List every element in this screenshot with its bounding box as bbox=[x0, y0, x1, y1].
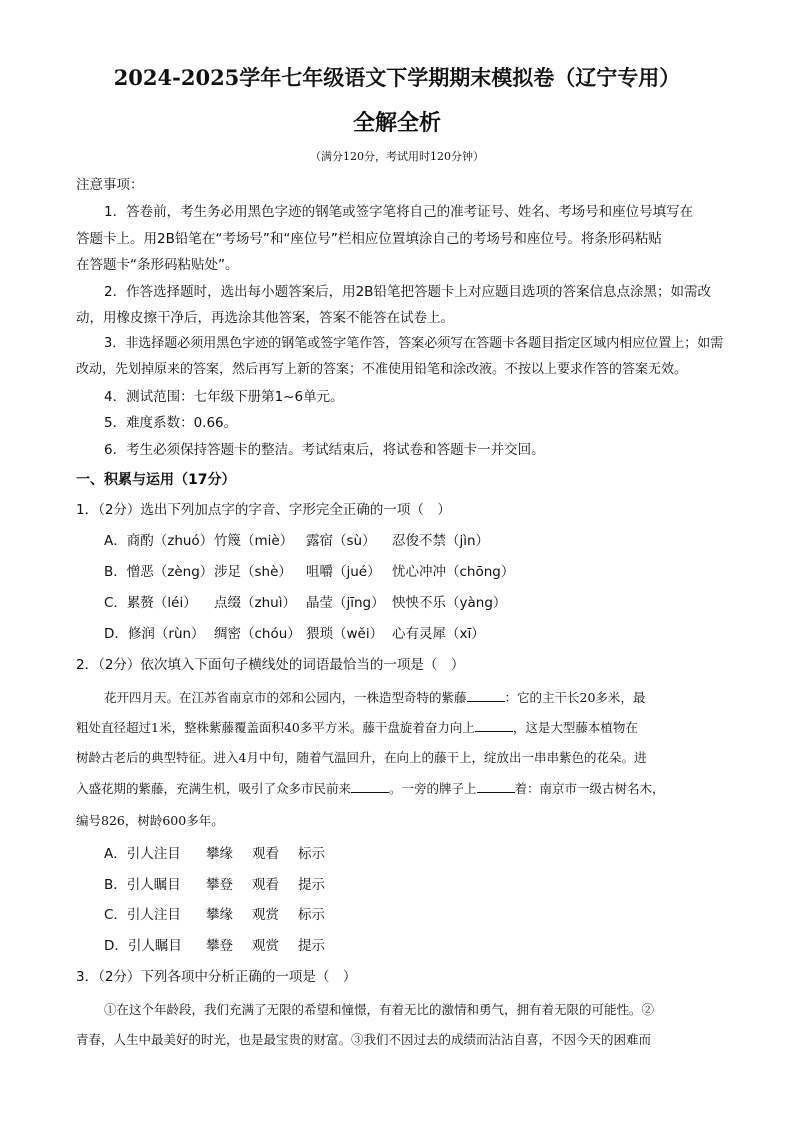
q2-passage-line-3: 树龄古老后的典型特征。进入4月中旬，随着气温回升，在向上的藤干上，绽放出一串串紫色的花朵。进 bbox=[76, 750, 647, 765]
q1-b-4: 忧心冲冲（chōng） bbox=[392, 564, 515, 580]
q2-d-1: D．引人瞩目 bbox=[104, 938, 182, 954]
answer-blank bbox=[477, 780, 515, 793]
answer-blank bbox=[475, 719, 513, 732]
notes-heading: 注意事项： bbox=[76, 177, 144, 193]
q1-c-4: 怏怏不乐（yàng） bbox=[392, 595, 507, 611]
exam-title: 2024-2025学年七年级语文下学期期末模拟卷（辽宁专用） bbox=[113, 65, 681, 90]
note-1-line-2: 答题卡上。用2B铅笔在“考场号”和“座位号”栏相应位置填涂自己的考场号和座位号。将条形码粘贴 bbox=[76, 231, 662, 247]
answer-blank bbox=[351, 780, 389, 793]
q1-c-1: C．累赘（léi） bbox=[104, 595, 197, 611]
q2-c-2: 攀缘 bbox=[206, 907, 233, 923]
q1-b-3: 咀嚼（jué） bbox=[306, 564, 381, 580]
q3-passage-line-1: ①在这个年龄段，我们充满了无限的希望和憧憬，有着无比的激情和勇气，拥有着无限的可能性。② bbox=[104, 1002, 655, 1017]
exam-meta: （满分120分，考试用时120分钟） bbox=[310, 150, 484, 163]
q1-c-3: 晶莹（jīng） bbox=[306, 595, 385, 611]
q1-d-1: D．修润（rùn） bbox=[104, 626, 205, 642]
q3-stem: 3．（2分）下列各项中分析正确的一项是（ ） bbox=[76, 969, 357, 985]
note-5: 5．难度系数：0.66。 bbox=[104, 415, 238, 431]
q2-p4b: 。一旁的牌子上 bbox=[389, 781, 477, 796]
q2-p2a: 粗处直径超过1米，整株紫藤覆盖面积40多平方米。藤干盘旋着奋力向上 bbox=[76, 720, 475, 735]
q2-p2b: ，这是大型藤本植物在 bbox=[512, 720, 638, 735]
q1-option-d bbox=[104, 625, 485, 643]
q2-p1a: 花开四月天。在江苏省南京市的郊和公园内，一株造型奇特的紫藤 bbox=[104, 690, 467, 705]
q2-c-3: 观赏 bbox=[252, 907, 279, 923]
note-6: 6．考生必须保持答题卡的整洁。考试结束后，将试卷和答题卡一并交回。 bbox=[104, 442, 545, 458]
note-2-line-2: 动，用橡皮擦干净后，再选涂其他答案，答案不能答在试卷上。 bbox=[76, 310, 454, 326]
q2-option-d bbox=[104, 937, 325, 955]
q2-passage-line-2 bbox=[76, 719, 638, 737]
q1-a-1: A．商酌（zhuó） bbox=[104, 533, 214, 549]
q2-c-1: C．引人注目 bbox=[104, 907, 181, 923]
q1-option-a bbox=[104, 532, 489, 550]
note-2-line-1: 2．作答选择题时，选出每小题答案后，用2B铅笔把答题卡上对应题目选项的答案信息点涂黑；如需改 bbox=[104, 284, 711, 300]
exam-subtitle: 全解全析 bbox=[352, 110, 441, 136]
q2-passage-line-4 bbox=[76, 780, 665, 798]
q2-option-a bbox=[104, 845, 325, 863]
q2-passage-line-1 bbox=[104, 689, 645, 707]
q3-passage-line-2: 青春，人生中最美好的时光，也是最宝贵的财富。③我们不因过去的成绩而沾沾自喜，不因今天的困难而 bbox=[76, 1032, 652, 1047]
q1-a-3: 露宿（sù） bbox=[306, 533, 376, 549]
q2-p4a: 入盛花期的紫藤，充满生机，吸引了众多市民前来 bbox=[76, 781, 352, 796]
q1-d-2: 绸密（chóu） bbox=[214, 626, 301, 642]
note-3-line-2: 改动，先划掉原来的答案，然后再写上新的答案；不准使用铅笔和涂改液。不按以上要求作答的答案无效。 bbox=[76, 362, 688, 377]
q2-b-4: 提示 bbox=[298, 877, 325, 893]
q1-a-2: 竹篾（miè） bbox=[214, 533, 294, 549]
note-1-line-1: 1．答卷前，考生务必用黑色字迹的钢笔或签字笔将自己的准考证号、姓名、考场号和座位号填写在 bbox=[104, 204, 694, 220]
q2-d-2: 攀登 bbox=[206, 938, 233, 954]
q1-d-4: 心有灵犀（xī） bbox=[392, 626, 485, 642]
q2-c-4: 标示 bbox=[298, 907, 325, 923]
q1-stem: 1．（2分）选出下列加点字的字音、字形完全正确的一项（ ） bbox=[76, 502, 451, 518]
q2-option-b bbox=[104, 876, 325, 894]
q2-d-4: 提示 bbox=[298, 938, 325, 954]
q2-p4c: 着：南京市一级古树名木， bbox=[514, 781, 665, 796]
note-1-line-3: 在答题卡“条形码粘贴处”。 bbox=[76, 257, 239, 273]
q2-b-3: 观看 bbox=[252, 877, 279, 893]
q1-option-c bbox=[104, 594, 506, 612]
q2-p1b: ：它的主干长20多米，最 bbox=[504, 690, 646, 705]
q1-a-4: 忍俊不禁（jìn） bbox=[392, 533, 490, 549]
q2-option-c bbox=[104, 906, 325, 924]
q2-d-3: 观赏 bbox=[252, 938, 279, 954]
q1-d-3: 猥琐（wěi） bbox=[306, 626, 384, 642]
q2-stem: 2．（2分）依次填入下面句子横线处的词语最恰当的一项是（ ） bbox=[76, 657, 465, 673]
q2-b-1: B．引人瞩目 bbox=[104, 877, 181, 893]
q2-a-1: A．引人注目 bbox=[104, 846, 181, 862]
q2-b-2: 攀登 bbox=[206, 877, 233, 893]
q2-passage-line-5: 编号826，树龄600多年。 bbox=[76, 813, 224, 828]
section-heading: 一、积累与运用（17分） bbox=[76, 472, 236, 488]
q2-a-4: 标示 bbox=[298, 846, 325, 862]
note-3-line-1: 3．非选择题必须用黑色字迹的钢笔或签字笔作答，答案必须写在答题卡各题目指定区域内相应位置上；如需 bbox=[104, 336, 724, 351]
q1-c-2: 点缀（zhuì） bbox=[214, 595, 296, 611]
note-4: 4．测试范围：七年级下册第1~6单元。 bbox=[104, 389, 344, 405]
q2-a-2: 攀缘 bbox=[206, 846, 233, 862]
answer-blank bbox=[467, 689, 505, 702]
q2-a-3: 观看 bbox=[252, 846, 279, 862]
q1-b-1: B．憎恶（zèng） bbox=[104, 564, 214, 580]
q1-b-2: 涉足（shè） bbox=[214, 564, 292, 580]
q1-option-b bbox=[104, 563, 514, 581]
